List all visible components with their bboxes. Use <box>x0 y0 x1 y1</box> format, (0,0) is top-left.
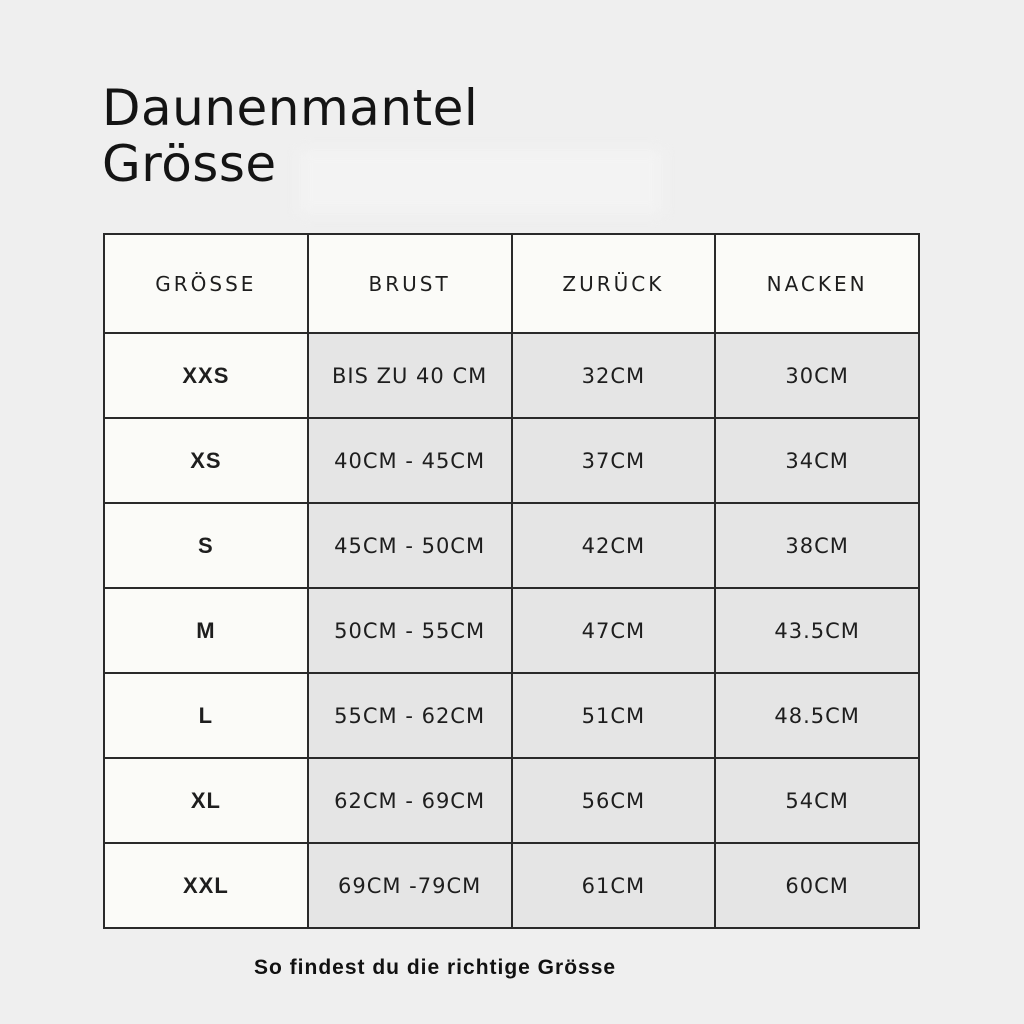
size-guide-link[interactable]: So findest du die richtige Grösse <box>254 956 617 979</box>
zurueck-cell: 56CM <box>512 758 716 843</box>
size-cell: XL <box>104 758 308 843</box>
table-row <box>104 333 919 418</box>
size-cell: S <box>104 503 308 588</box>
zurueck-cell: 51CM <box>512 673 716 758</box>
nacken-cell: 34CM <box>715 418 919 503</box>
title-smear-decoration <box>300 150 662 214</box>
table-row <box>104 418 919 503</box>
table-header-row <box>104 234 919 333</box>
zurueck-cell: 61CM <box>512 843 716 928</box>
zurueck-cell: 47CM <box>512 588 716 673</box>
nacken-cell: 38CM <box>715 503 919 588</box>
size-cell: M <box>104 588 308 673</box>
brust-cell: 69CM -79CM <box>308 843 512 928</box>
title-line-1: Daunenmantel <box>102 79 479 137</box>
table-row <box>104 503 919 588</box>
brust-cell: 40CM - 45CM <box>308 418 512 503</box>
column-header-brust: BRUST <box>308 234 512 333</box>
table-row <box>104 758 919 843</box>
zurueck-cell: 32CM <box>512 333 716 418</box>
column-header-groesse: GRÖSSE <box>104 234 308 333</box>
nacken-cell: 30CM <box>715 333 919 418</box>
size-cell: XXL <box>104 843 308 928</box>
zurueck-cell: 37CM <box>512 418 716 503</box>
size-cell: L <box>104 673 308 758</box>
nacken-cell: 60CM <box>715 843 919 928</box>
zurueck-cell: 42CM <box>512 503 716 588</box>
brust-cell: 55CM - 62CM <box>308 673 512 758</box>
nacken-cell: 48.5CM <box>715 673 919 758</box>
table-row <box>104 588 919 673</box>
brust-cell: 62CM - 69CM <box>308 758 512 843</box>
nacken-cell: 43.5CM <box>715 588 919 673</box>
table-row <box>104 673 919 758</box>
size-cell: XS <box>104 418 308 503</box>
nacken-cell: 54CM <box>715 758 919 843</box>
column-header-zurueck: ZURÜCK <box>512 234 716 333</box>
brust-cell: 45CM - 50CM <box>308 503 512 588</box>
table-row <box>104 843 919 928</box>
column-header-nacken: NACKEN <box>715 234 919 333</box>
size-table <box>103 233 920 929</box>
brust-cell: BIS ZU 40 CM <box>308 333 512 418</box>
brust-cell: 50CM - 55CM <box>308 588 512 673</box>
title-line-2: Grösse <box>102 135 277 193</box>
size-cell: XXS <box>104 333 308 418</box>
